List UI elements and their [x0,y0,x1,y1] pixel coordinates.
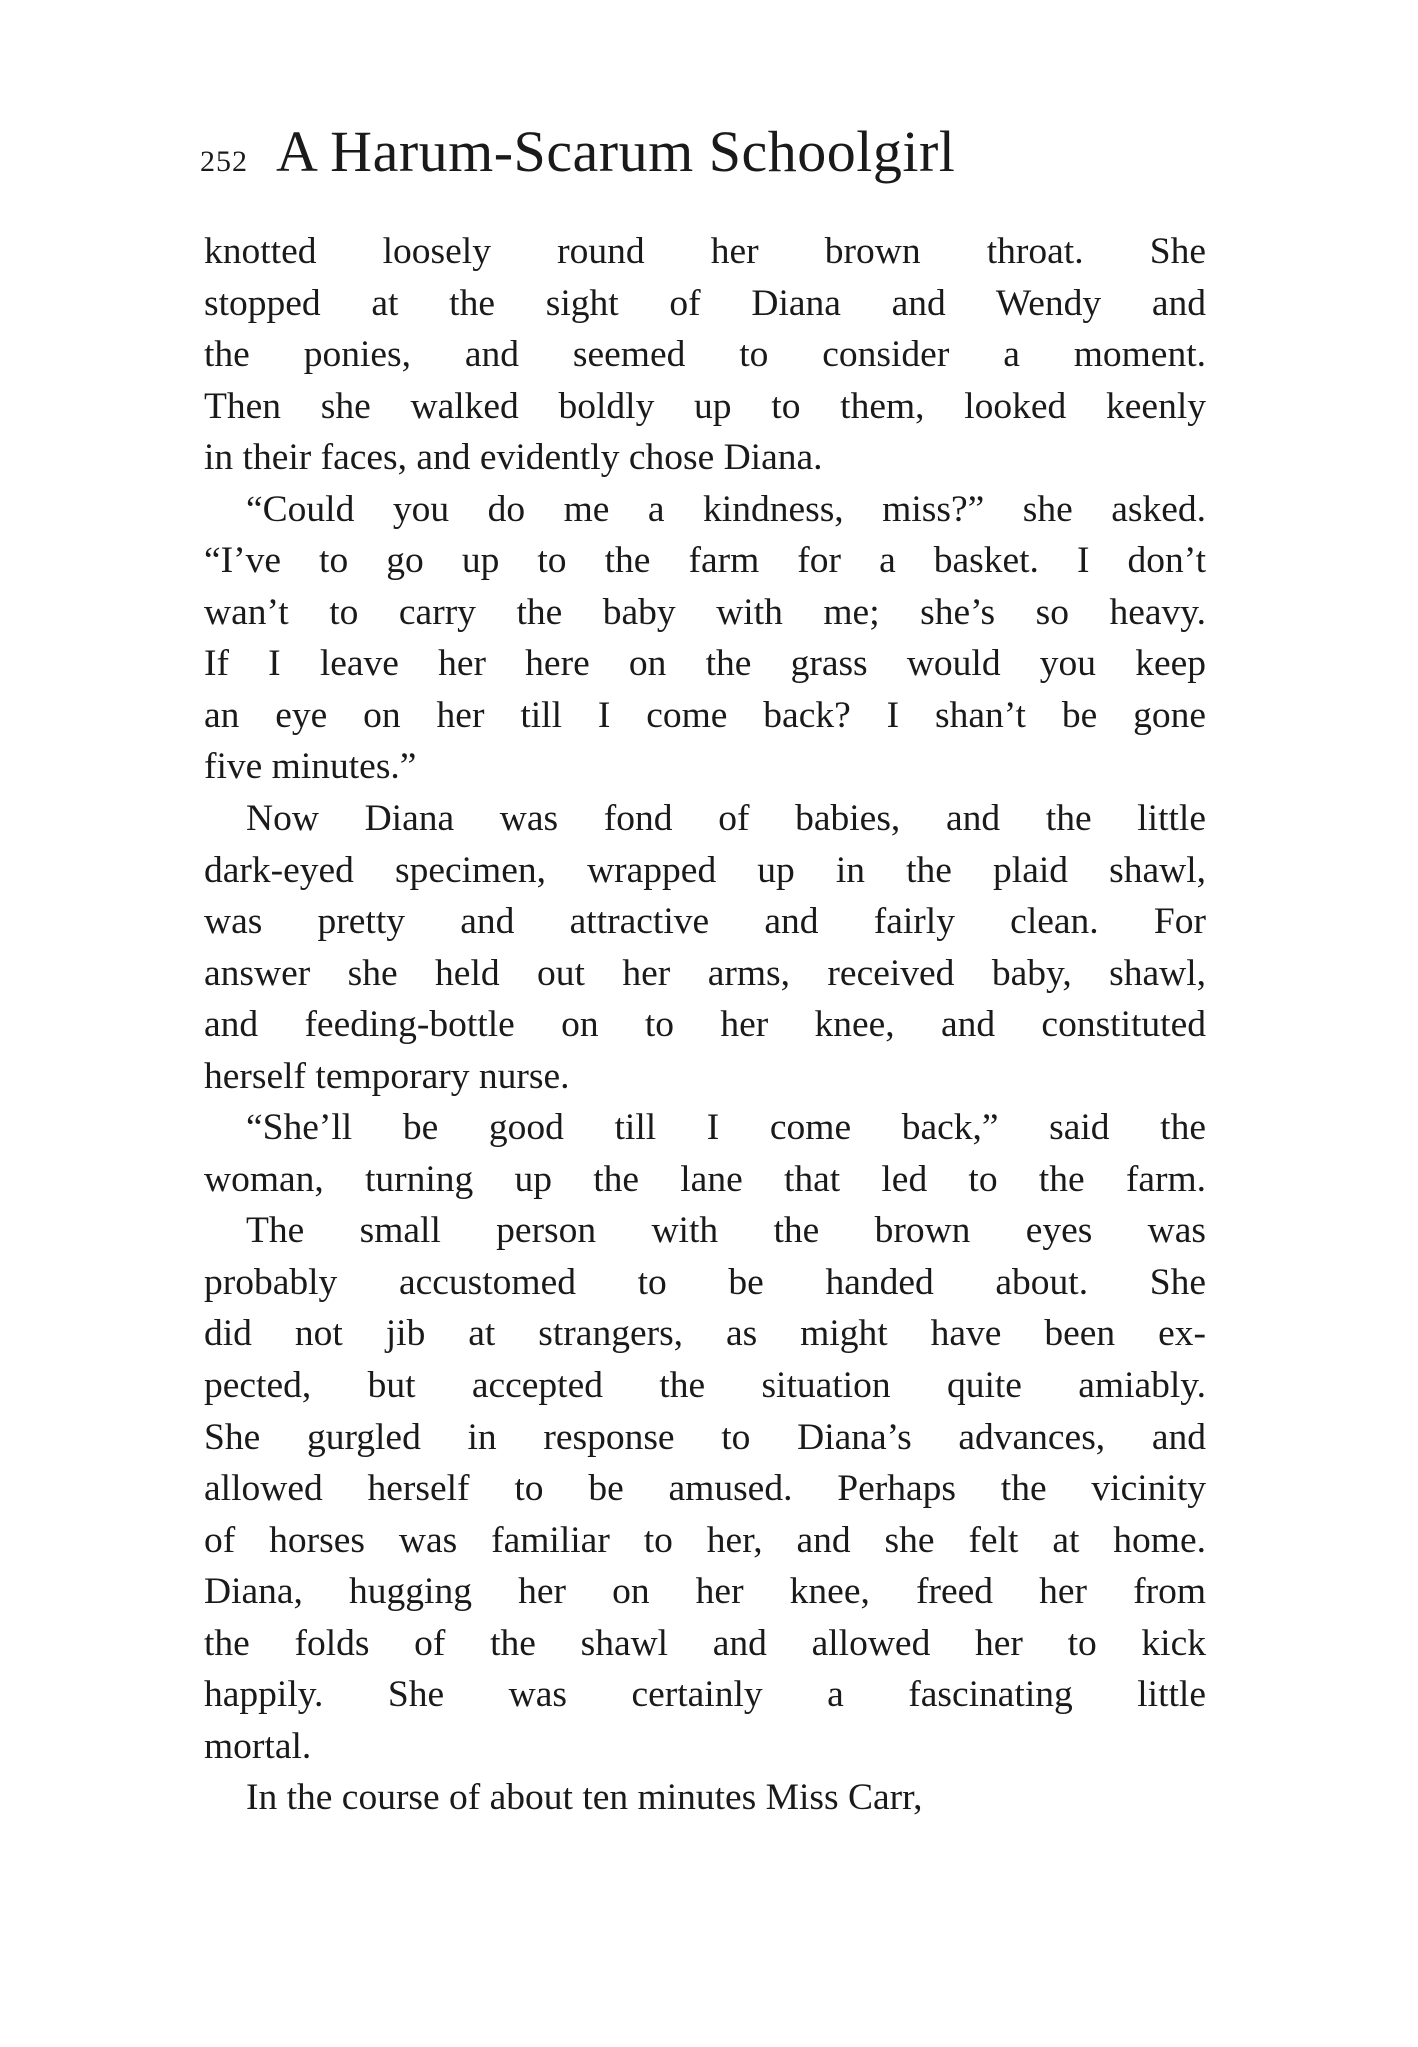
text-line: stopped at the sight of Diana and Wendy and [204,282,1206,324]
text-line: Diana, hugging her on her knee, freed her from [204,1571,1206,1613]
text-line: dark-eyed specimen, wrapped up in the plaid shawl, [204,849,1206,891]
text-line: woman, turning up the lane that led to the farm. [204,1158,1206,1200]
text-line: probably accustomed to be handed about. She [204,1261,1206,1303]
text-line: of horses was familiar to her, and she felt at home. [204,1519,1206,1561]
page-number: 252 [200,145,248,178]
text-line: mortal. [204,1725,312,1767]
text-line: In the course of about ten minutes Miss Carr, [246,1777,923,1819]
body-text [204,226,1206,1824]
text-line: She gurgled in response to Diana’s advances, and [204,1416,1206,1458]
text-line: was pretty and attractive and fairly clean. For [204,901,1206,943]
text-line: allowed herself to be amused. Perhaps the vicinity [204,1468,1206,1510]
text-line: an eye on her till I come back? I shan’t be gone [204,694,1206,736]
running-title: A Harum-Scarum Schoolgirl [276,119,956,184]
text-line: five minutes.” [204,746,417,788]
text-line: “Could you do me a kindness, miss?” she asked. [246,488,1206,530]
text-line: happily. She was certainly a fascinating little [204,1674,1206,1716]
text-line: wan’t to carry the baby with me; she’s so heavy. [204,591,1206,633]
text-line: and feeding-bottle on to her knee, and constituted [204,1004,1206,1046]
text-line: in their faces, and evidently chose Diana. [204,437,823,479]
text-line: The small person with the brown eyes was [246,1210,1206,1252]
page-header [200,118,1200,198]
text-line: Now Diana was fond of babies, and the little [246,798,1206,840]
text-line: herself temporary nurse. [204,1055,570,1097]
text-line: answer she held out her arms, received baby, shawl, [204,952,1206,994]
text-line: Then she walked boldly up to them, looked keenly [204,385,1206,427]
text-line: If I leave her here on the grass would you keep [204,643,1206,685]
text-line: knotted loosely round her brown throat. She [204,231,1206,272]
text-line: the folds of the shawl and allowed her to kick [204,1622,1206,1664]
text-line: pected, but accepted the situation quite amiably. [204,1365,1206,1407]
text-line: “I’ve to go up to the farm for a basket. I don’t [204,540,1206,582]
text-line: did not jib at strangers, as might have been ex- [204,1313,1206,1355]
text-line: the ponies, and seemed to consider a moment. [204,334,1206,376]
text-line: “She’ll be good till I come back,” said the [246,1107,1206,1149]
